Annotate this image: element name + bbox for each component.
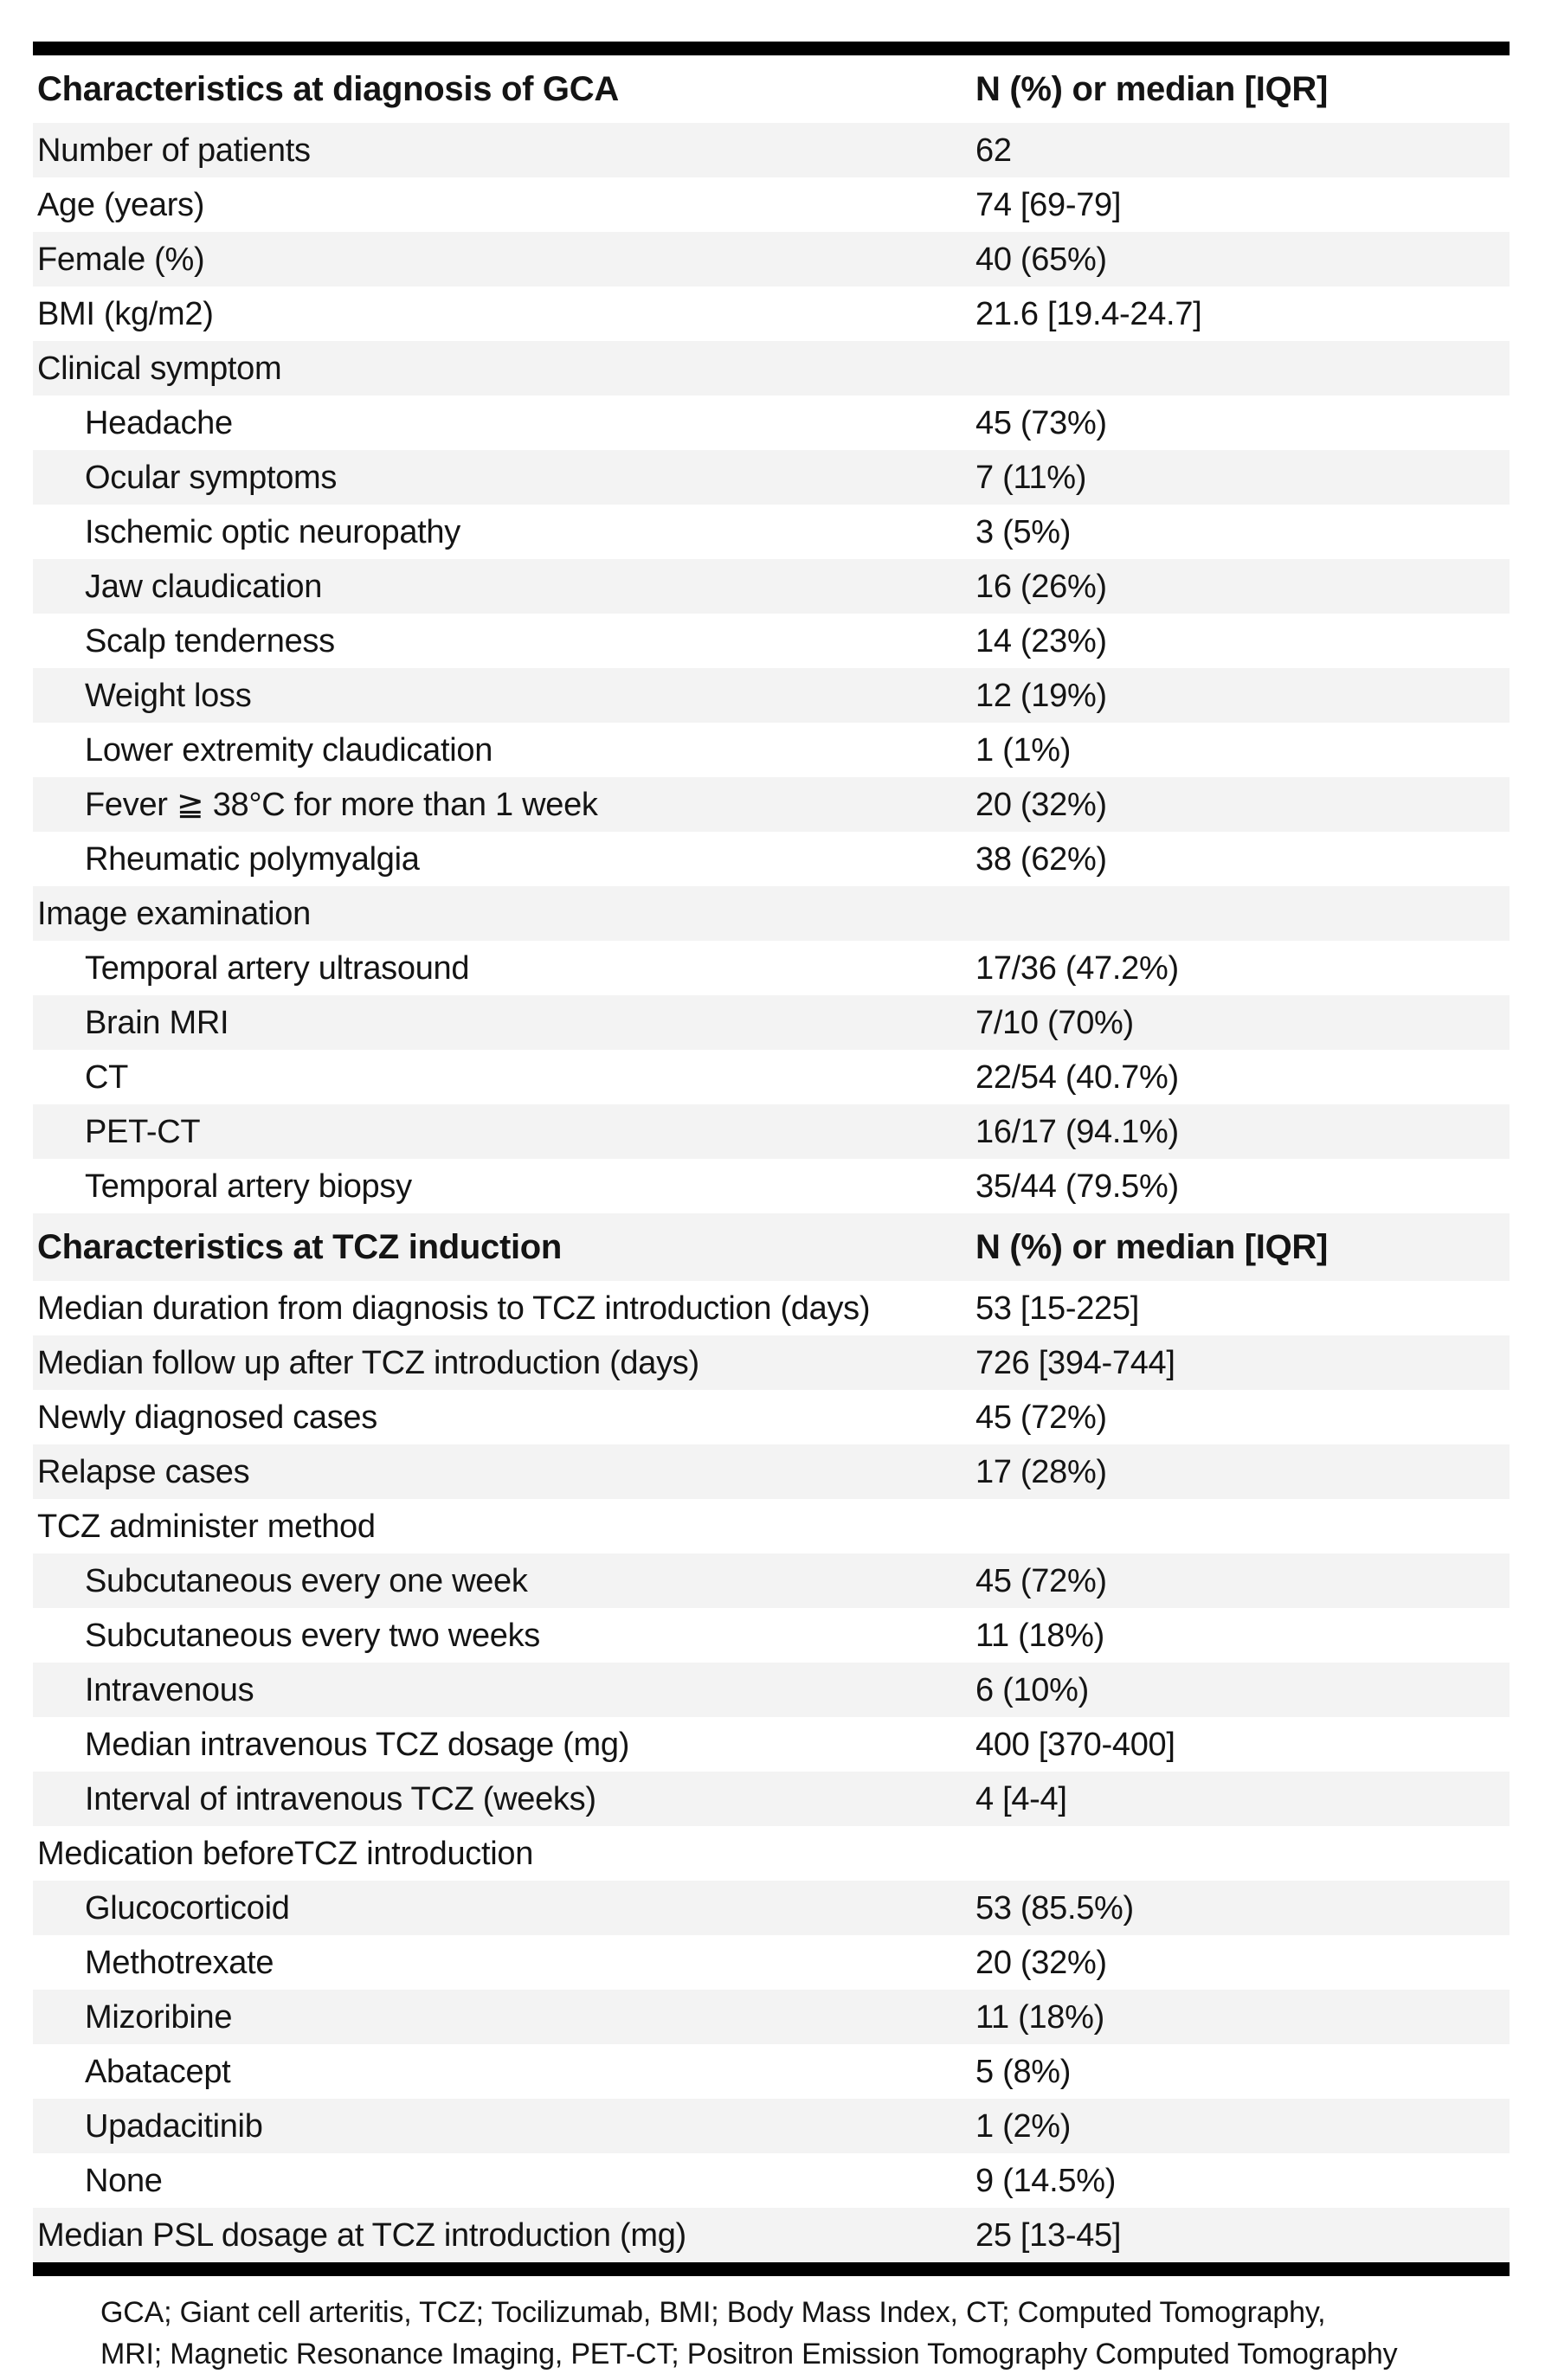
table-row xyxy=(33,1935,1510,1990)
section-header-row xyxy=(33,1213,1510,1281)
table-row xyxy=(33,123,1510,177)
table-row xyxy=(33,1990,1510,2044)
row-value: 3 (5%) xyxy=(975,513,1072,550)
table-row xyxy=(33,723,1510,777)
table-row xyxy=(33,286,1510,341)
table-row xyxy=(33,396,1510,450)
table-row xyxy=(33,232,1510,286)
row-value: 45 (73%) xyxy=(975,404,1107,441)
row-value: 1 (2%) xyxy=(975,2107,1072,2145)
table-row xyxy=(33,1281,1510,1335)
row-value: 9 (14.5%) xyxy=(975,2162,1117,2199)
table-footnote xyxy=(100,2292,1397,2375)
table-row xyxy=(33,777,1510,832)
table-row xyxy=(33,941,1510,995)
row-label: Intravenous xyxy=(85,1671,254,1708)
row-label: PET-CT xyxy=(85,1113,201,1150)
row-value: 20 (32%) xyxy=(975,1944,1107,1981)
row-label: Brain MRI xyxy=(85,1004,229,1041)
row-label: Number of patients xyxy=(37,132,311,169)
table-row xyxy=(33,1717,1510,1772)
table-row xyxy=(33,1772,1510,1826)
row-label: Age (years) xyxy=(37,186,205,223)
table-row xyxy=(33,886,1510,941)
table-row xyxy=(33,1335,1510,1390)
row-value: 7/10 (70%) xyxy=(975,1004,1134,1041)
table-row xyxy=(33,1390,1510,1444)
table-row xyxy=(33,1159,1510,1213)
table-body xyxy=(33,55,1510,2262)
table-row xyxy=(33,614,1510,668)
row-label: Subcutaneous every two weeks xyxy=(85,1617,541,1654)
row-value: 726 [394-744] xyxy=(975,1344,1175,1381)
characteristics-table xyxy=(33,42,1510,2276)
row-value: 17/36 (47.2%) xyxy=(975,949,1179,987)
footnote-line-1: GCA; Giant cell arteritis, TCZ; Tocilizumab, BMI; Body Mass Index, CT; Computed Tomography, xyxy=(100,2296,1326,2329)
row-label: Clinical symptom xyxy=(37,350,282,387)
row-value: 12 (19%) xyxy=(975,677,1107,714)
table-row xyxy=(33,341,1510,396)
row-label: None xyxy=(85,2162,163,2199)
table-top-rule xyxy=(33,42,1510,55)
row-value: 7 (11%) xyxy=(975,459,1087,496)
table-row xyxy=(33,1881,1510,1935)
row-label: Rheumatic polymyalgia xyxy=(85,840,420,878)
row-value: 400 [370-400] xyxy=(975,1726,1175,1763)
row-value: 11 (18%) xyxy=(975,1998,1104,2036)
row-value: 45 (72%) xyxy=(975,1562,1107,1599)
table-row xyxy=(33,450,1510,505)
row-value: 4 [4-4] xyxy=(975,1780,1067,1817)
row-label: Temporal artery biopsy xyxy=(85,1167,412,1205)
row-value: 74 [69-79] xyxy=(975,186,1122,223)
row-value: 20 (32%) xyxy=(975,786,1107,823)
row-label: BMI (kg/m2) xyxy=(37,295,214,332)
row-label: Temporal artery ultrasound xyxy=(85,949,470,987)
row-value: 53 [15-225] xyxy=(975,1290,1139,1327)
row-value: 1 (1%) xyxy=(975,731,1072,769)
row-label: Glucocorticoid xyxy=(85,1889,290,1927)
row-value: 21.6 [19.4-24.7] xyxy=(975,295,1202,332)
row-value: 16/17 (94.1%) xyxy=(975,1113,1179,1150)
table-row xyxy=(33,1499,1510,1553)
section-header-row xyxy=(33,55,1510,123)
row-label: Interval of intravenous TCZ (weeks) xyxy=(85,1780,596,1817)
row-value: 22/54 (40.7%) xyxy=(975,1058,1179,1096)
footnote-line-2: MRI; Magnetic Resonance Imaging, PET-CT; Positron Emission Tomography Computed Tomography xyxy=(100,2338,1398,2370)
row-label: Newly diagnosed cases xyxy=(37,1399,377,1436)
table-row xyxy=(33,832,1510,886)
row-label: Median follow up after TCZ introduction (days) xyxy=(37,1344,699,1381)
row-value: 11 (18%) xyxy=(975,1617,1104,1654)
table-row xyxy=(33,505,1510,559)
row-value: 14 (23%) xyxy=(975,622,1107,659)
table-row xyxy=(33,1444,1510,1499)
table-row xyxy=(33,995,1510,1050)
row-label: Fever ≧ 38°C for more than 1 week xyxy=(85,786,598,823)
row-label: Upadacitinib xyxy=(85,2107,263,2145)
row-label: Ischemic optic neuropathy xyxy=(85,513,460,550)
row-value: 35/44 (79.5%) xyxy=(975,1167,1179,1205)
section-header-value: N (%) or median [IQR] xyxy=(975,70,1329,108)
row-value: 40 (65%) xyxy=(975,241,1107,278)
table-row xyxy=(33,1050,1510,1104)
row-label: Relapse cases xyxy=(37,1453,250,1490)
row-label: Median intravenous TCZ dosage (mg) xyxy=(85,1726,630,1763)
row-label: Jaw claudication xyxy=(85,568,323,605)
row-value: 5 (8%) xyxy=(975,2053,1072,2090)
section-header-value: N (%) or median [IQR] xyxy=(975,1228,1329,1266)
table-row xyxy=(33,2153,1510,2208)
row-label: Weight loss xyxy=(85,677,252,714)
table-row xyxy=(33,1104,1510,1159)
row-label: Medication beforeTCZ introduction xyxy=(37,1835,534,1872)
row-label: Median duration from diagnosis to TCZ introduction (days) xyxy=(37,1290,871,1327)
row-value: 16 (26%) xyxy=(975,568,1107,605)
table-bottom-rule xyxy=(33,2262,1510,2276)
row-value: 6 (10%) xyxy=(975,1671,1089,1708)
row-label: Mizoribine xyxy=(85,1998,233,2036)
table-row xyxy=(33,2099,1510,2153)
row-label: Subcutaneous every one week xyxy=(85,1562,528,1599)
table-row xyxy=(33,1663,1510,1717)
table-row xyxy=(33,1608,1510,1663)
row-label: Image examination xyxy=(37,895,311,932)
row-value: 25 [13-45] xyxy=(975,2216,1122,2254)
row-label: Headache xyxy=(85,404,233,441)
row-value: 45 (72%) xyxy=(975,1399,1107,1436)
row-label: TCZ administer method xyxy=(37,1508,376,1545)
row-value: 38 (62%) xyxy=(975,840,1107,878)
table-row xyxy=(33,668,1510,723)
row-value: 62 xyxy=(975,132,1012,169)
section-header-label: Characteristics at diagnosis of GCA xyxy=(37,70,619,108)
table-row xyxy=(33,2208,1510,2262)
row-label: Methotrexate xyxy=(85,1944,274,1981)
row-value: 17 (28%) xyxy=(975,1453,1107,1490)
row-value: 53 (85.5%) xyxy=(975,1889,1134,1927)
row-label: Median PSL dosage at TCZ introduction (mg) xyxy=(37,2216,686,2254)
row-label: Scalp tenderness xyxy=(85,622,335,659)
section-header-label: Characteristics at TCZ induction xyxy=(37,1228,563,1266)
row-label: Female (%) xyxy=(37,241,205,278)
row-label: Lower extremity claudication xyxy=(85,731,493,769)
table-row xyxy=(33,177,1510,232)
table-row xyxy=(33,1553,1510,1608)
table-row xyxy=(33,2044,1510,2099)
row-label: Abatacept xyxy=(85,2053,231,2090)
table-row xyxy=(33,1826,1510,1881)
row-label: Ocular symptoms xyxy=(85,459,338,496)
table-row xyxy=(33,559,1510,614)
row-label: CT xyxy=(85,1058,129,1096)
